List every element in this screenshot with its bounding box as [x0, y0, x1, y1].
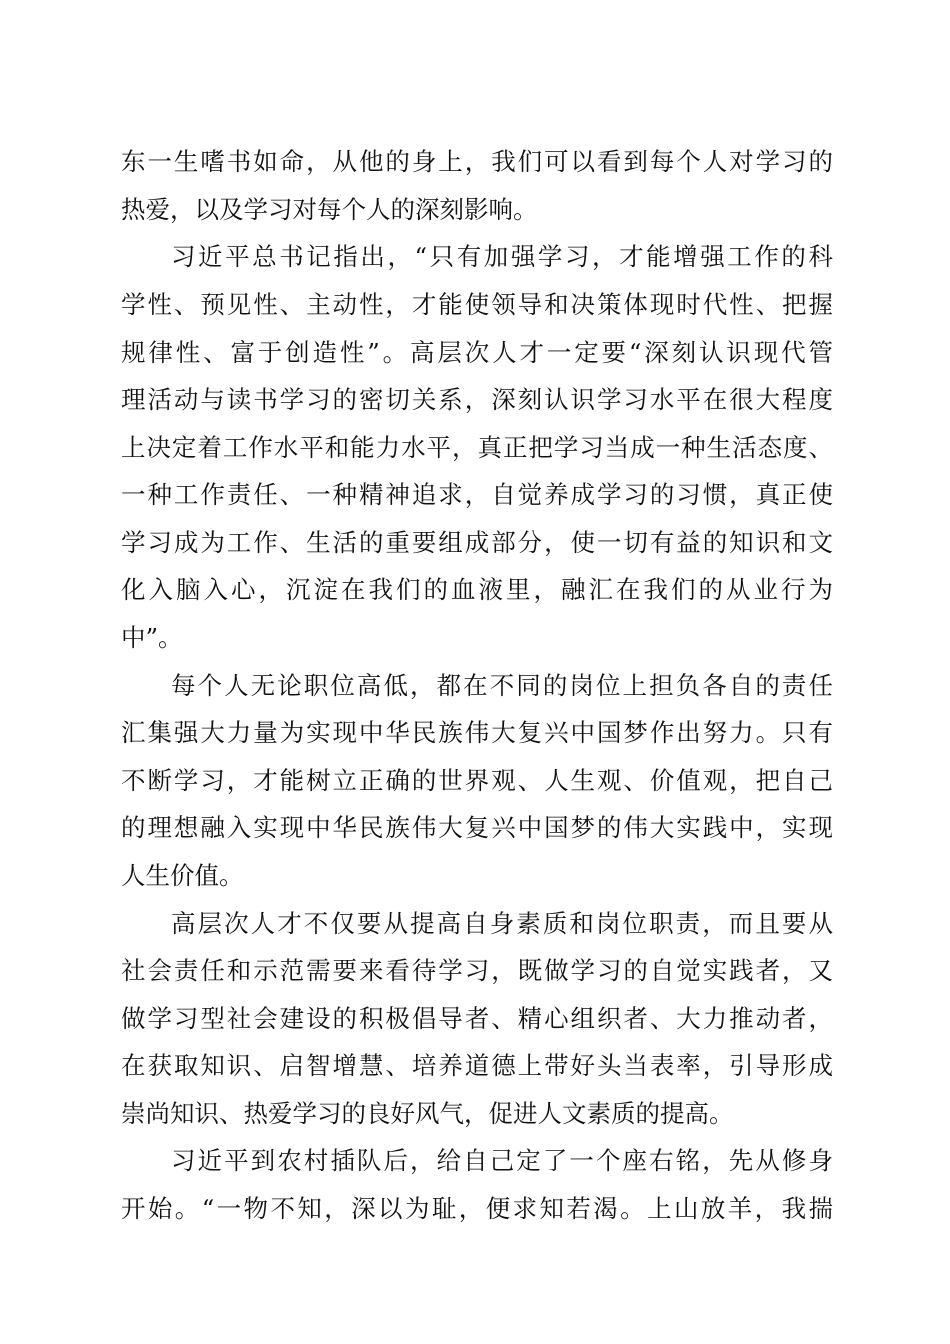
text-line: 理活动与读书学习的密切关系，深刻认识学习水平在很大程度	[121, 385, 833, 414]
text-line: 的理想融入实现中华民族伟大复兴中国梦的伟大实践中，实现	[121, 813, 833, 842]
paragraph-first-line: 习近平到农村插队后，给自己定了一个座右铭，先从修身	[171, 1146, 833, 1175]
text-line: 上决定着工作水平和能力水平，真正把学习当成一种生活态度、	[121, 433, 833, 462]
text-line: 人生价值。	[121, 861, 244, 890]
paragraph-first-line: 高层次人才不仅要从提高自身素质和岗位职责，而且要从	[171, 909, 833, 938]
text-line: 学性、预见性、主动性，才能使领导和决策体现时代性、把握	[121, 290, 833, 319]
text-line: 规律性、富于创造性”。高层次人才一定要“深刻认识现代管	[121, 338, 833, 367]
text-line: 不断学习，才能树立正确的世界观、人生观、价值观，把自己	[121, 766, 833, 795]
text-line: 开始。“一物不知，深以为耻，便求知若渴。上山放羊，我揣	[121, 1194, 833, 1223]
text-line: 做学习型社会建设的积极倡导者、精心组织者、大力推动者，	[121, 1004, 833, 1033]
text-line: 崇尚知识、热爱学习的良好风气，促进人文素质的提高。	[121, 1099, 734, 1128]
text-line: 化入脑入心，沉淀在我们的血液里，融汇在我们的从业行为	[121, 575, 833, 604]
text-line: 学习成为工作、生活的重要组成部分，使一切有益的知识和文	[121, 528, 833, 557]
text-line: 在获取知识、启智增慧、培养道德上带好头当表率，引导形成	[121, 1051, 833, 1080]
text-line: 东一生嗜书如命，从他的身上，我们可以看到每个人对学习的	[121, 147, 833, 176]
text-line: 社会责任和示范需要来看待学习，既做学习的自觉实践者，又	[121, 956, 833, 985]
text-line: 一种工作责任、一种精神追求，自觉养成学习的习惯，真正使	[121, 480, 833, 509]
paragraph-first-line: 每个人无论职位高低，都在不同的岗位上担负各自的责任	[171, 671, 833, 700]
text-line: 汇集强大力量为实现中华民族伟大复兴中国梦作出努力。只有	[121, 718, 833, 747]
text-line: 热爱，以及学习对每个人的深刻影响。	[121, 195, 538, 224]
paragraph-first-line: 习近平总书记指出，“只有加强学习，才能增强工作的科	[171, 242, 833, 271]
text-line: 中”。	[121, 623, 183, 652]
